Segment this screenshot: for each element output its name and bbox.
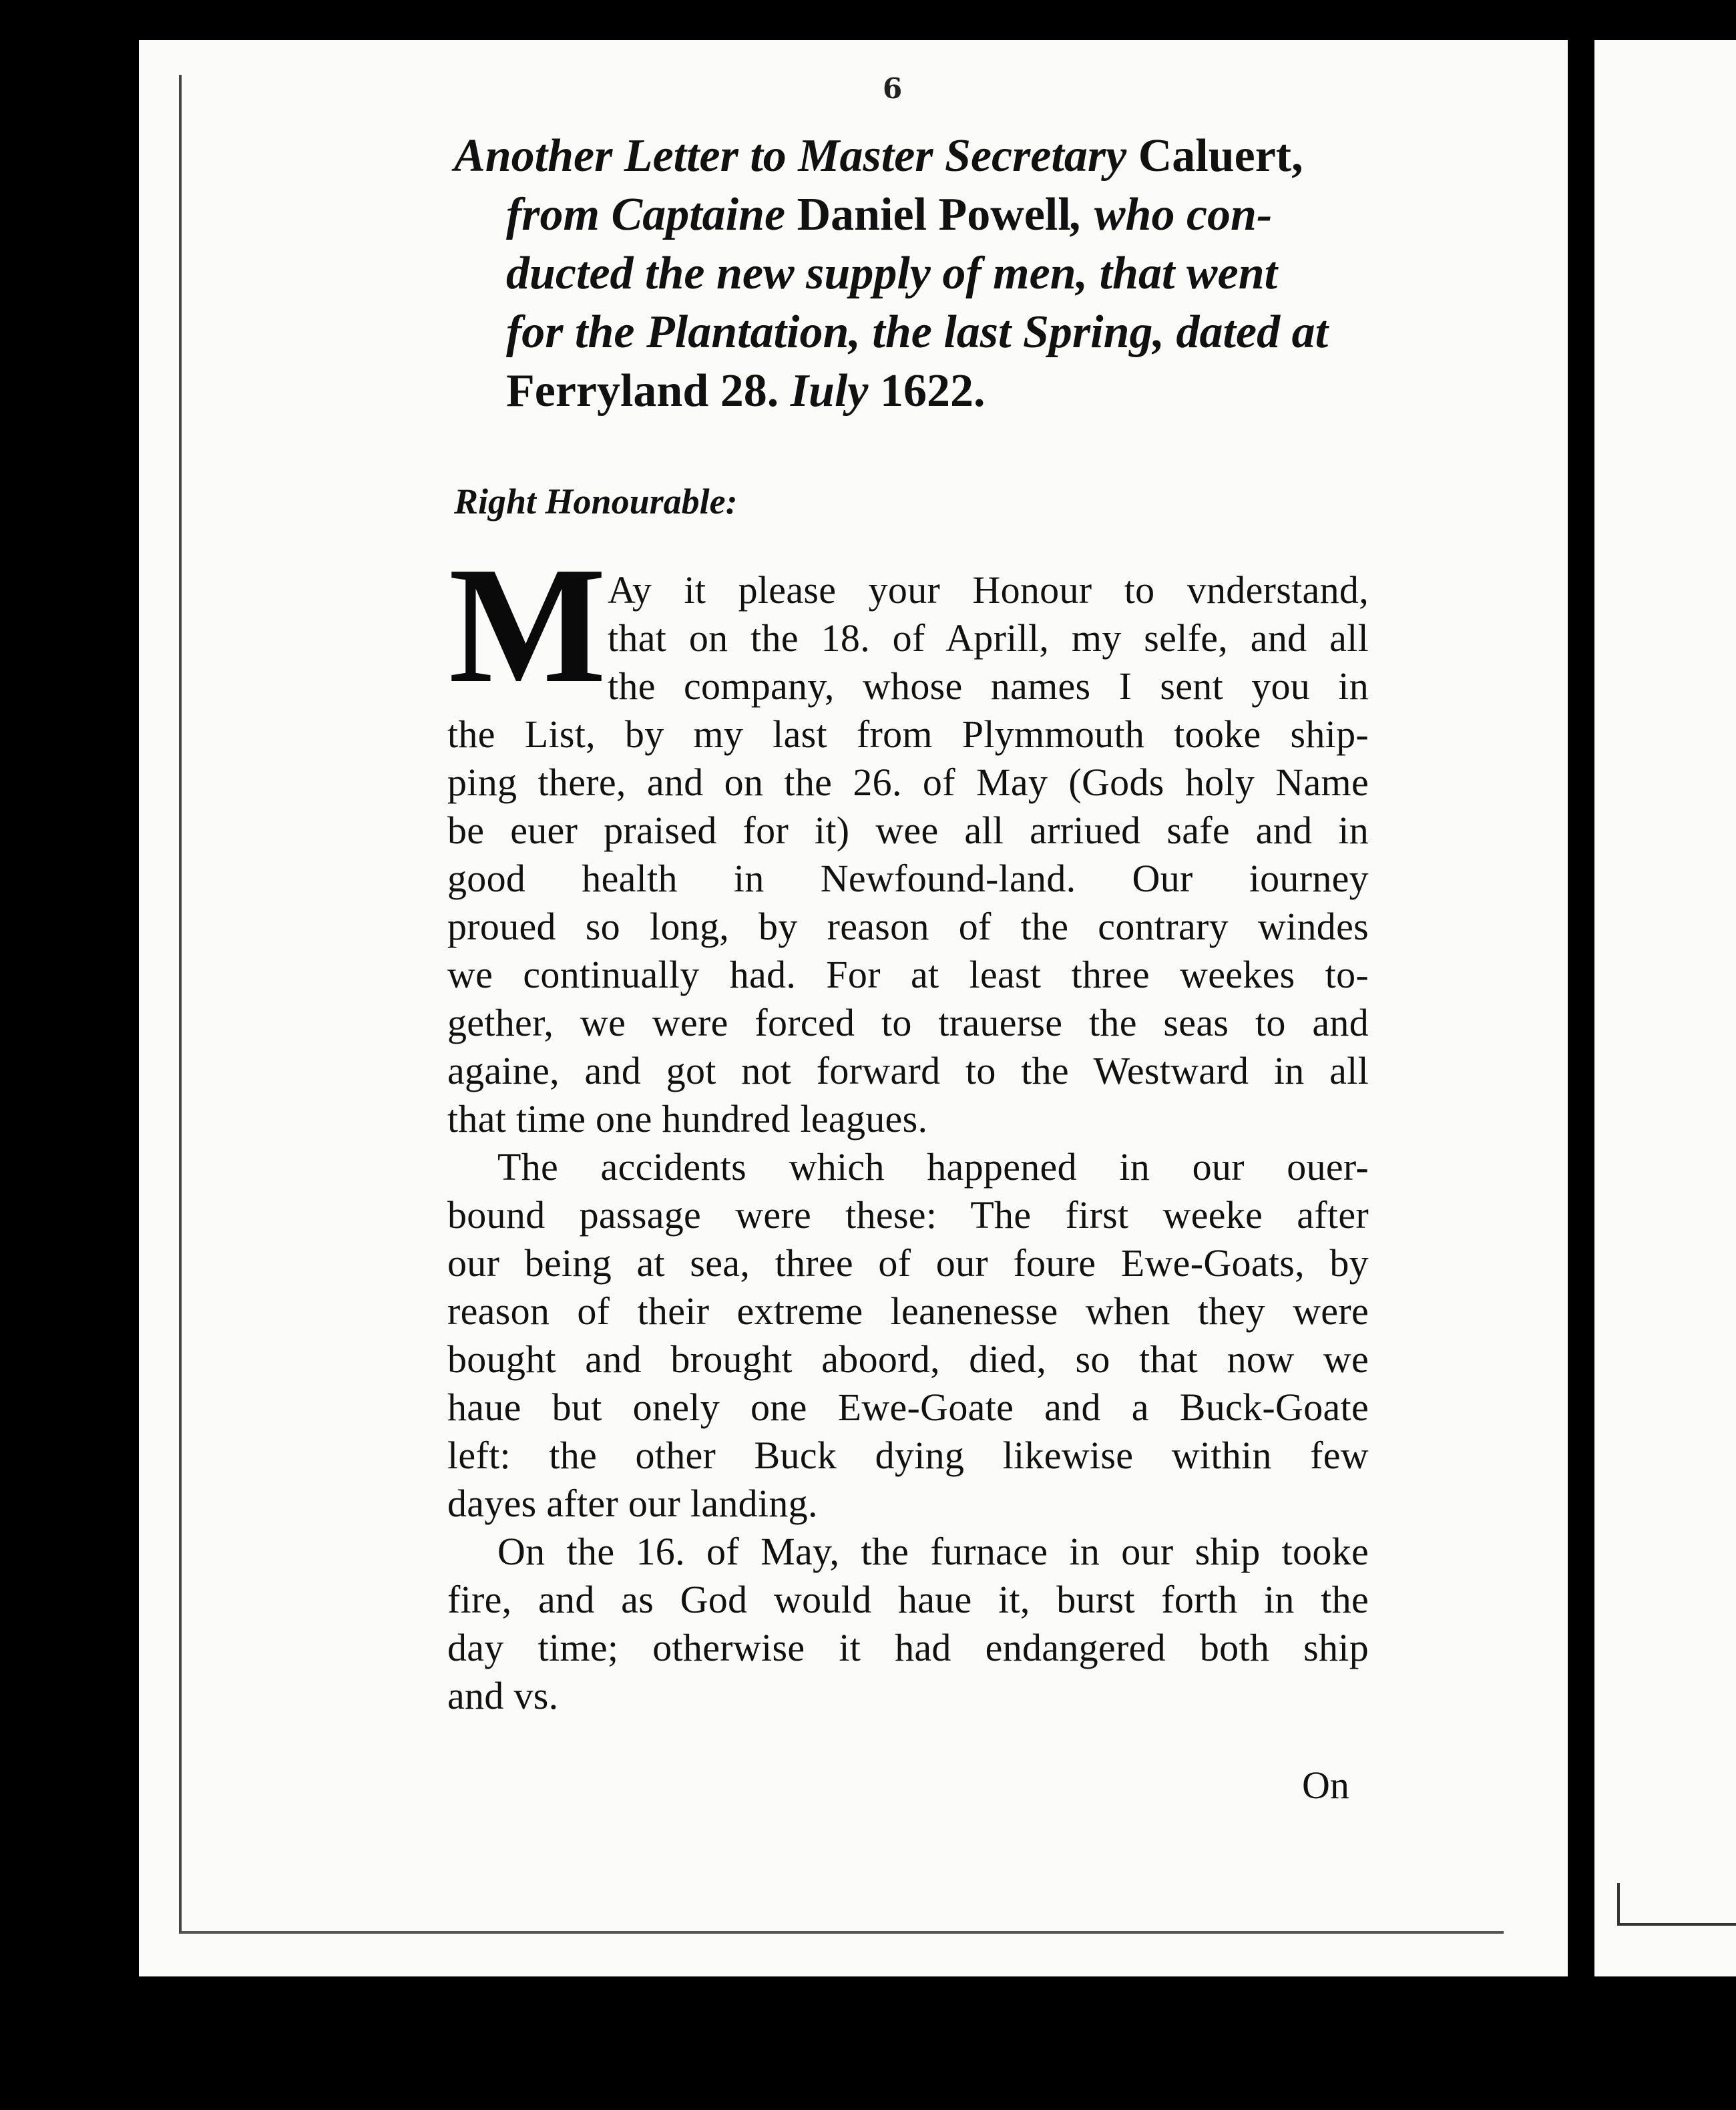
text-line: bought and brought aboord, died, so that now we xyxy=(447,1337,1369,1381)
text-line: reason of their extreme leanenesse when they were xyxy=(447,1289,1369,1333)
heading-run: Daniel Powell xyxy=(797,189,1071,240)
heading-run: Another Letter to Master Secretary xyxy=(454,130,1138,182)
text-line: On the 16. of May, the furnace in our ship tooke xyxy=(497,1530,1369,1573)
text-line: Ay it please your Honour to vnderstand, xyxy=(608,568,1369,612)
heading-run: Ferryland 28. xyxy=(506,365,791,417)
salutation: Right Honourable: xyxy=(454,481,738,521)
text-line: and vs. xyxy=(447,1674,559,1717)
text-line: good health in Newfound-land. Our iourney xyxy=(447,857,1369,900)
heading-run: Caluert, xyxy=(1138,130,1303,182)
text-line: haue but onely one Ewe-Goate and a Buck-Goate xyxy=(447,1386,1369,1429)
page-mark: 6 xyxy=(883,72,903,105)
heading-line xyxy=(454,303,1362,362)
text-line: left: the other Buck dying likewise within few xyxy=(447,1434,1369,1477)
text-line: bound passage were these: The first weeke after xyxy=(447,1193,1369,1237)
heading-line xyxy=(454,186,1362,244)
heading-line xyxy=(454,127,1362,186)
text-line: fire, and as God would haue it, burst forth in the xyxy=(447,1578,1369,1621)
heading-run: ducted the new supply of men, that went xyxy=(506,248,1278,299)
heading-run: , who con- xyxy=(1070,189,1273,240)
text-line: be euer praised for it) wee all arriued safe and in xyxy=(447,809,1369,852)
text-line: dayes after our landing. xyxy=(447,1482,818,1525)
heading-line xyxy=(454,244,1362,303)
text-line: the company, whose names I sent you in xyxy=(608,664,1369,708)
text-line: gether, we were forced to trauerse the seas to and xyxy=(447,1001,1369,1044)
drop-cap: M xyxy=(449,533,606,718)
heading-run: 1622. xyxy=(879,365,986,417)
facing-page-edge xyxy=(1594,40,1736,1976)
text-line: that time one hundred leagues. xyxy=(447,1097,928,1140)
text-line: we continually had. For at least three weekes to- xyxy=(447,953,1369,996)
text-line: day time; otherwise it had endangered both ship xyxy=(447,1626,1369,1669)
facing-page-border xyxy=(1617,1883,1736,1926)
heading-run: for the Plantation, the last Spring, dated at xyxy=(506,306,1329,358)
heading-run: Iuly xyxy=(790,365,880,417)
catchword: On xyxy=(1302,1763,1349,1807)
text-line: againe, and got not forward to the Westward in all xyxy=(447,1049,1369,1092)
text-line: our being at sea, three of our foure Ewe-Goats, by xyxy=(447,1241,1369,1285)
text-line: ping there, and on the 26. of May (Gods holy Name xyxy=(447,761,1369,804)
text-line: that on the 18. of Aprill, my selfe, and all xyxy=(608,616,1369,660)
text-line: proued so long, by reason of the contrary windes xyxy=(447,905,1369,948)
letter-heading xyxy=(454,127,1362,421)
text-line: the List, by my last from Plymmouth tooke ship- xyxy=(447,712,1369,756)
heading-line xyxy=(454,362,1362,421)
heading-run: from Captaine xyxy=(506,189,797,240)
letter-body xyxy=(447,566,1369,1720)
text-line: The accidents which happened in our ouer- xyxy=(497,1145,1369,1189)
